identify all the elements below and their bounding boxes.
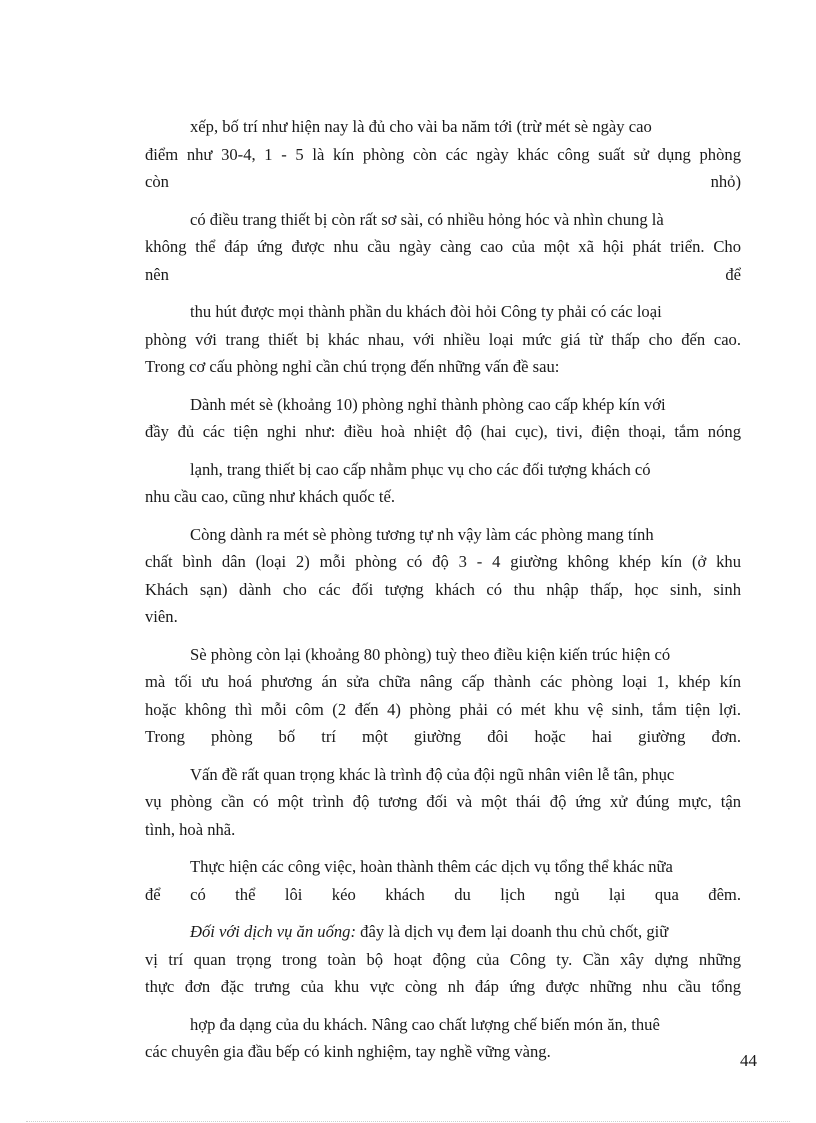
paragraph (145, 1011, 741, 1066)
text-line: viên. (145, 607, 178, 626)
text-line: chất bình dân (loại 2) mỗi phòng có độ 3 - 4 giường không khép kín (ở khu (145, 552, 741, 571)
text-line: hoặc không thì mỗi côm (2 đến 4) phòng phải có mét khu vệ sinh, tắm tiện lợi. (145, 699, 741, 719)
text-line: Vấn đề rất quan trọng khác là trình độ của đội ngũ nhân viên lễ tân, phục (190, 764, 675, 784)
text-line: Khách sạn) dành cho các đối tượng khách có thu nhập thấp, học sinh, sinh (145, 579, 741, 599)
text-line: các chuyên gia đầu bếp có kinh nghiệm, tay nghề vững vàng. (145, 1042, 551, 1061)
page-number: 44 (740, 1051, 757, 1070)
text-line: Sè phòng còn lại (khoảng 80 phòng) tuỳ theo điều kiện kiến trúc hiện có (190, 644, 671, 664)
line-part: để (725, 264, 741, 284)
paragraph (145, 391, 741, 446)
text-line: Dành mét sè (khoảng 10) phòng nghỉ thành phòng cao cấp khép kín với (190, 394, 666, 414)
paragraph (145, 298, 741, 381)
line-text: đây là dịch vụ đem lại doanh thu chủ chốt, giữ (356, 922, 669, 941)
paragraph (145, 113, 741, 196)
body-text (145, 113, 741, 1076)
text-line: có điều trang thiết bị còn rất sơ sài, có nhiều hỏng hóc và nhìn chung là (190, 209, 664, 229)
paragraph (145, 641, 741, 751)
text-line: Trong phòng bố trí một giường đôi hoặc hai giường đơn. (145, 727, 741, 746)
text-line: điểm như 30-4, 1 - 5 là kín phòng còn các ngày khác công suất sử dụng phòng (145, 144, 741, 164)
line-part: nên (145, 264, 169, 284)
text-line: tình, hoà nhã. (145, 819, 236, 839)
text-line: mà tối ưu hoá phương án sửa chữa nâng cấp thành các phòng loại 1, khép kín (145, 672, 741, 691)
text-line: thực đơn đặc trưng của khu vực còng nh đáp ứng được những nhu cầu tổng (145, 977, 741, 996)
text-line: nhu cầu cao, cũng như khách quốc tế. (145, 487, 395, 506)
text-line: phòng với trang thiết bị khác nhau, với nhiều loại mức giá từ thấp cho đến cao. (145, 329, 741, 349)
text-line: thu hút được mọi thành phần du khách đòi hỏi Công ty phải có các loại (190, 302, 662, 321)
text-line: hợp đa dạng của du khách. Nâng cao chất lượng chế biến món ăn, thuê (190, 1014, 660, 1034)
line-part: nhỏ) (710, 172, 741, 191)
paragraph (145, 521, 741, 631)
text-line (145, 918, 741, 946)
text-line: Thực hiện các công việc, hoàn thành thêm các dịch vụ tổng thể khác nữa (190, 857, 673, 876)
paragraph (145, 853, 741, 908)
text-line: lạnh, trang thiết bị cao cấp nhằm phục vụ cho các đối tượng khách có (190, 459, 651, 479)
text-line: xếp, bố trí như hiện nay là đủ cho vài ba năm tới (trừ mét sè ngày cao (190, 117, 652, 136)
paragraph (145, 206, 741, 289)
footer-divider (26, 1121, 790, 1122)
text-line (145, 261, 741, 289)
text-line: Trong cơ cấu phòng nghỉ cần chú trọng đến những vấn đề sau: (145, 357, 560, 376)
text-line: không thể đáp ứng được nhu cầu ngày càng cao của một xã hội phát triển. Cho (145, 237, 741, 256)
italic-heading: Đối với dịch vụ ăn uống: (190, 922, 357, 941)
paragraph (145, 761, 741, 844)
text-line: vị trí quan trọng trong toàn bộ hoạt động của Công ty. Cần xây dựng những (145, 949, 741, 969)
paragraph (145, 456, 741, 511)
text-line: đầy đủ các tiện nghi như: điều hoà nhiệt độ (hai cục), tivi, điện thoại, tắm nóng (145, 422, 741, 441)
line-part: còn (145, 172, 169, 191)
text-line: vụ phòng cần có một trình độ tương đối và một thái độ ứng xử đúng mực, tận (145, 792, 741, 811)
paragraph (145, 918, 741, 1001)
text-line (145, 168, 741, 196)
text-line: Còng dành ra mét sè phòng tương tự nh vậy làm các phòng mang tính (190, 524, 654, 544)
text-line: để có thể lôi kéo khách du lịch ngủ lại qua đêm. (145, 884, 741, 904)
